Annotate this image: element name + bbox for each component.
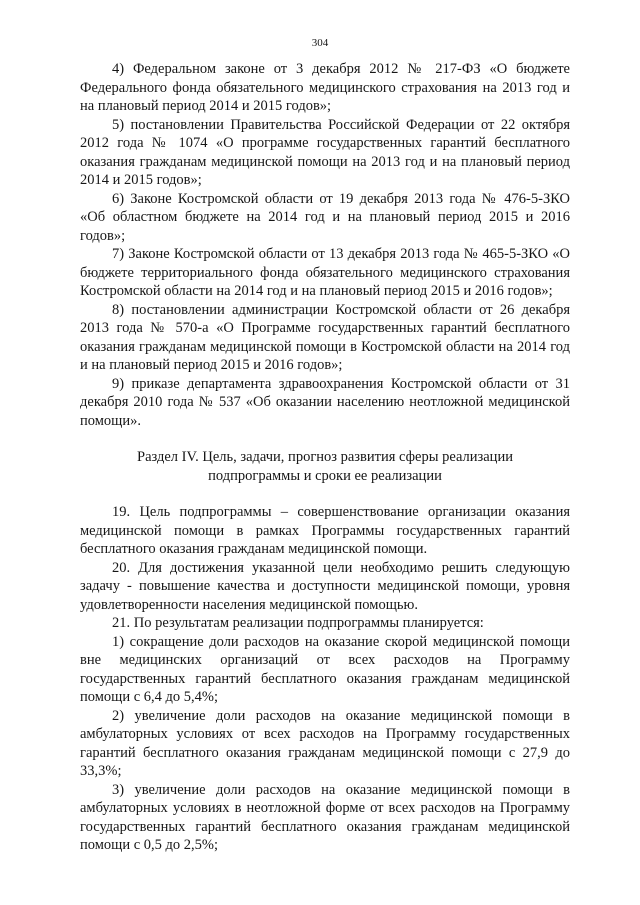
paragraph-21-expected-results: 21. По результатам реализации подпрограммы планируется: — [112, 615, 484, 631]
paragraph-19-goal: 19. Цель подпрограммы – совершенствование организации оказания медицинской помощи в рамках Программы государственных гарантий бесплатного оказания гражданам медицинской помощи. — [80, 504, 570, 557]
result-item-3-urgent-outpatient-share: 3) увеличение доли расходов на оказание медицинской помощи в амбулаторных условиях в неотложной форме от всех расходов на Программу государственных гарантий бесплатного оказания гражданам медицинской помощи с 0,5 до 2,5%; — [80, 781, 570, 853]
section-title-line-2: подпрограммы и сроки ее реализации — [208, 467, 442, 484]
result-item-1-ambulance-share: 1) сокращение доли расходов на оказание скорой медицинской помощи вне медицинских организаций от всех расходов на Программу государственных гарантий бесплатного оказания гражданам медицинской помощи с 6,4 до 5,4%; — [80, 633, 570, 705]
list-item-5-government-decree: 5) постановлении Правительства Российской Федерации от 22 октября 2012 года № 1074 «О программе государственных гарантий бесплатного оказания гражданам медицинской помощи на 2013 год и на плановый период 2014 и 2015 годов»; — [80, 116, 570, 188]
result-item-2-outpatient-share: 2) увеличение доли расходов на оказание медицинской помощи в амбулаторных условиях от всех расходов на Программу государственных гарантий бесплатного оказания гражданам медицинской помощи с 27,9 до 33,3%; — [80, 707, 570, 779]
list-item-8-administration-decree: 8) постановлении администрации Костромской области от 26 декабря 2013 года № 570-а «О Программе государственных гарантий бесплатного оказания гражданам медицинской помощи в Костромской области на 2014 год и на плановый период 2015 и 2016 годов»; — [80, 301, 570, 373]
list-item-6-regional-budget-law: 6) Законе Костромской области от 19 декабря 2013 года № 476-5-ЗКО «Об областном бюджете на 2014 год и на плановый период 2015 и 2016 годов»; — [80, 190, 570, 244]
document-body — [80, 60, 570, 855]
list-item-7-insurance-fund-law: 7) Законе Костромской области от 13 декабря 2013 года № 465-5-ЗКО «О бюджете территориального фонда обязательного медицинского страхования Костромской области на 2014 год и на плановый период 2015 и 2016 годов»; — [80, 246, 570, 299]
page-number: 304 — [311, 37, 329, 49]
paragraph-20-task: 20. Для достижения указанной цели необходимо решить следующую задачу - повышение качества и доступности медицинской помощи, уровня удовлетворенности населения медицинской помощью. — [80, 559, 570, 613]
list-item-9-health-department-order: 9) приказе департамента здравоохранения Костромской области от 31 декабря 2010 года № 537 «Об оказании населению неотложной медицинской помощи». — [80, 375, 570, 429]
list-item-4-federal-law: 4) Федеральном законе от 3 декабря 2012 № 217-ФЗ «О бюджете Федерального фонда обязательного медицинского страхования на 2013 год и на плановый период 2014 и 2015 годов»; — [80, 61, 570, 114]
section-title — [80, 448, 570, 485]
section-title-line-1: Раздел IV. Цель, задачи, прогноз развития сферы реализации — [137, 449, 513, 465]
